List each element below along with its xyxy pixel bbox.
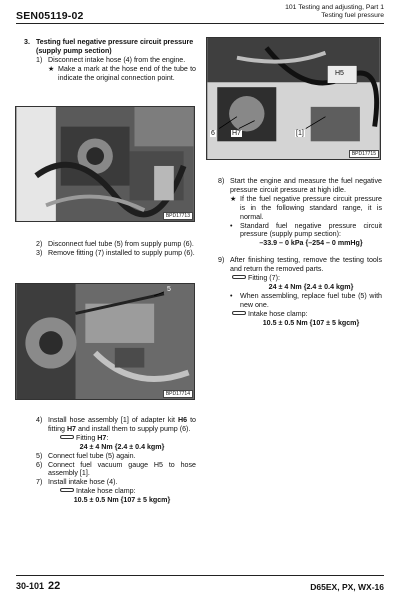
- photo-code: BPD17714: [163, 390, 193, 398]
- bullet-icon: •: [230, 291, 233, 300]
- footer-rule: [16, 575, 384, 576]
- photo-callout-5: 5: [167, 286, 171, 293]
- instruction-number: 2): [36, 240, 43, 248]
- instruction-text: Install hose assembly [1] of adapter kit H6 to fitting H7 and install them to supply pump (6).: [48, 416, 196, 433]
- doc-reference: 30-101: [16, 581, 45, 591]
- step-heading: [24, 38, 196, 56]
- wrench-icon: [232, 275, 246, 279]
- header-rule: [16, 23, 384, 24]
- footer-models: D65EX, PX, WX-16: [310, 582, 384, 592]
- photo-code: BPD17713: [163, 212, 193, 220]
- intake-clamp-torque-9: 10.5 ± 0.5 Nm {107 ± 5 kgcm}: [262, 318, 360, 327]
- instruction-number: 5): [36, 451, 43, 460]
- instruction-text: Connect fuel vacuum gauge H5 to hose assembly [1].: [48, 460, 196, 478]
- instruction-text: Install intake hose (4).: [48, 478, 118, 487]
- note-text: If the fuel negative pressure circuit pressure is in the following standard range, it is normal.: [240, 194, 382, 221]
- callout-h7: H7: [232, 130, 241, 137]
- instructions-2-3: [24, 240, 196, 258]
- photo-code: BPD17715: [349, 150, 379, 158]
- wrench-icon: [60, 435, 74, 439]
- callout-6: 6: [211, 130, 215, 137]
- standard-value: –33.9 – 0 kPa {–254 – 0 mmHg}: [259, 239, 363, 248]
- instruction-number: 7): [36, 478, 43, 487]
- instruction-8: [218, 177, 382, 195]
- instruction-6: [24, 461, 196, 479]
- instruction-text: Remove fitting (7) installed to supply pump (6).: [48, 248, 195, 257]
- engine-photo-1-image: [16, 107, 194, 221]
- note-text: Make a mark at the hose end of the tube to indicate the original connection point.: [58, 64, 196, 82]
- instruction-9: [218, 256, 382, 274]
- callout-h5: H5: [335, 70, 344, 77]
- instruction-number: 8): [218, 177, 225, 185]
- instruction-number: 6): [36, 460, 43, 469]
- instruction-text: Disconnect fuel tube (5) from supply pump (6).: [48, 240, 194, 248]
- wrench-icon: [60, 488, 74, 492]
- instruction-3: [24, 249, 196, 258]
- instruction-number: 1): [36, 55, 43, 64]
- fitting-7-label: Fitting (7):: [218, 274, 382, 283]
- footer-page-ref: [16, 580, 60, 592]
- instruction-4: [24, 416, 196, 434]
- wrench-icon: [232, 311, 246, 315]
- bullet-text: Standard fuel negative pressure circuit pressure (supply pump section):: [240, 221, 382, 239]
- star-icon: ★: [48, 64, 55, 73]
- instruction-number: 4): [36, 416, 43, 424]
- subsection-title: Testing fuel pressure: [321, 12, 384, 19]
- instructions-4-7: [24, 416, 196, 505]
- intake-clamp-label-9: Intake hose clamp:: [218, 310, 382, 319]
- instruction-text: Start the engine and measure the fuel negative pressure circuit pressure at high idle.: [230, 177, 382, 194]
- page-number: 22: [48, 580, 61, 592]
- instruction-text: After finishing testing, remove the testing tools and return the removed parts.: [230, 256, 382, 274]
- vacuum-gauge-diagram: [206, 37, 381, 160]
- instruction-2: [24, 240, 196, 249]
- intake-clamp-label: Intake hose clamp:: [24, 487, 196, 496]
- instruction-number: 9): [218, 256, 225, 265]
- supply-pump-photo: [15, 283, 195, 400]
- instructions-8-9: [218, 177, 382, 328]
- fitting-h7-torque: 24 ± 4 Nm {2.4 ± 0.4 kgm}: [79, 442, 165, 451]
- section-title: 101 Testing and adjusting, Part 1: [285, 4, 384, 11]
- supply-pump-photo-image: [16, 284, 194, 399]
- bullet-text: When assembling, replace fuel tube (5) with new one.: [240, 291, 382, 309]
- engine-photo-1: [15, 106, 195, 222]
- instruction-1: [24, 56, 196, 65]
- instruction-text: Disconnect intake hose (4) from the engine.: [48, 55, 186, 64]
- step-3-intro: [24, 38, 196, 83]
- instruction-5: [24, 452, 196, 461]
- intake-clamp-torque: 10.5 ± 0.5 Nm {107 ± 5 kgcm}: [73, 496, 171, 505]
- instruction-number: 3): [36, 248, 43, 257]
- step-number: 3.: [24, 38, 30, 46]
- star-icon: ★: [230, 194, 237, 203]
- document-code: SEN05119-02: [16, 10, 84, 22]
- fitting-7-torque: 24 ± 4 Nm {2.4 ± 0.4 kgm}: [268, 282, 354, 291]
- note-1: [24, 65, 196, 83]
- callout-1: [1]: [296, 130, 304, 137]
- section-header: [285, 4, 384, 20]
- instruction-text: Connect fuel tube (5) again.: [48, 451, 136, 460]
- bullet-8: [218, 222, 382, 240]
- instruction-7: [24, 478, 196, 487]
- vacuum-gauge-diagram-image: [207, 38, 380, 159]
- note-8: [218, 195, 382, 222]
- bullet-icon: •: [230, 221, 233, 230]
- bullet-9: [218, 292, 382, 310]
- step-title: Testing fuel negative pressure circuit pressure (supply pump section): [36, 38, 194, 55]
- fitting-h7-label: Fitting H7:: [24, 434, 196, 443]
